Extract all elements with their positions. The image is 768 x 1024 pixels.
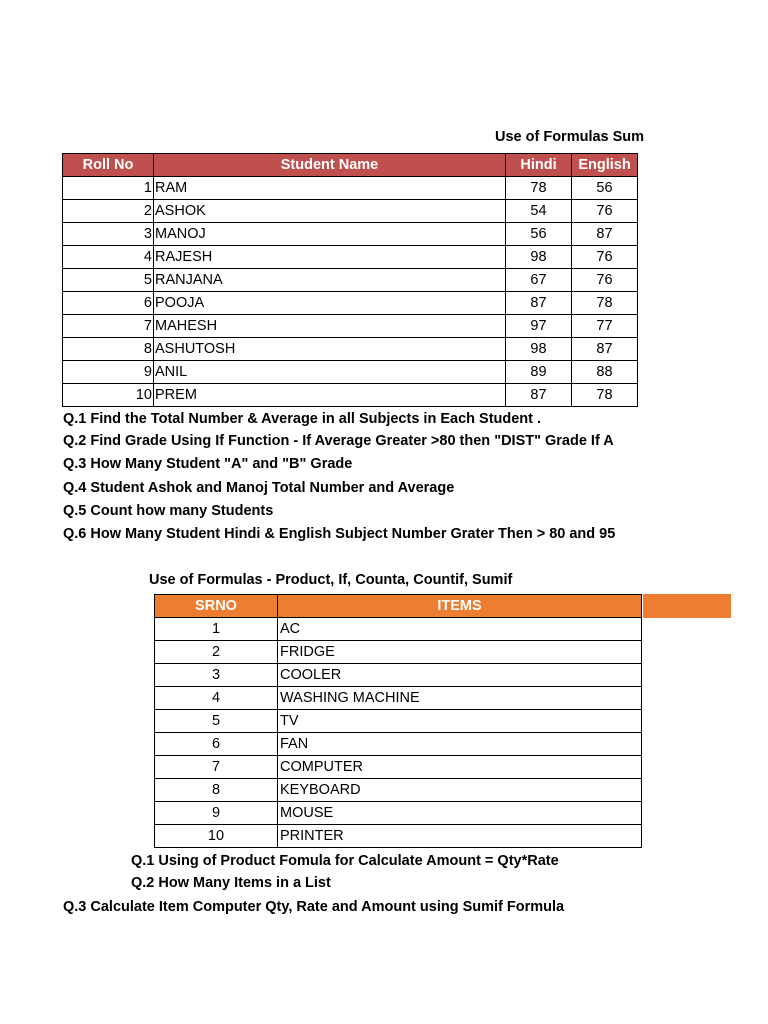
table-row: [155, 825, 642, 848]
hindi-cell: 56: [506, 223, 572, 246]
item-cell: PRINTER: [278, 825, 642, 848]
table-row: [155, 756, 642, 779]
table-row: [63, 315, 638, 338]
name-cell: PREM: [154, 384, 506, 407]
table-row: [63, 338, 638, 361]
item-question-2: Q.2 How Many Items in a List: [131, 875, 331, 891]
srno-cell: 2: [155, 641, 278, 664]
roll-cell: 3: [63, 223, 154, 246]
table-header-row: [63, 154, 638, 177]
table-row: [155, 641, 642, 664]
table-row: [63, 246, 638, 269]
srno-cell: 3: [155, 664, 278, 687]
srno-cell: 6: [155, 733, 278, 756]
roll-cell: 10: [63, 384, 154, 407]
header-hindi: Hindi: [506, 154, 572, 177]
question-3: Q.3 How Many Student "A" and "B" Grade: [63, 456, 353, 472]
roll-cell: 4: [63, 246, 154, 269]
question-1: Q.1 Find the Total Number & Average in all Subjects in Each Student .: [63, 411, 542, 427]
table-header-row: [155, 595, 642, 618]
srno-cell: 4: [155, 687, 278, 710]
hindi-cell: 78: [506, 177, 572, 200]
english-cell: 78: [572, 384, 638, 407]
english-cell: 87: [572, 223, 638, 246]
name-cell: RAJESH: [154, 246, 506, 269]
item-cell: FRIDGE: [278, 641, 642, 664]
header-items: ITEMS: [278, 595, 642, 618]
table-row: [155, 687, 642, 710]
header-srno: SRNO: [155, 595, 278, 618]
section2-title: Use of Formulas - Product, If, Counta, Countif, Sumif: [149, 572, 513, 588]
name-cell: ASHOK: [154, 200, 506, 223]
table-row: [155, 618, 642, 641]
question-2: Q.2 Find Grade Using If Function - If Average Greater >80 then "DIST" Grade If A: [63, 433, 614, 449]
english-cell: 78: [572, 292, 638, 315]
english-cell: 76: [572, 269, 638, 292]
header-fill-extension: [643, 594, 731, 618]
item-cell: COMPUTER: [278, 756, 642, 779]
item-cell: FAN: [278, 733, 642, 756]
english-cell: 87: [572, 338, 638, 361]
header-english: English: [572, 154, 638, 177]
roll-cell: 2: [63, 200, 154, 223]
question-6: Q.6 How Many Student Hindi & English Subject Number Grater Then > 80 and 95: [63, 526, 616, 542]
table-row: [155, 733, 642, 756]
student-marks-table: [62, 153, 638, 407]
header-roll-no: Roll No: [63, 154, 154, 177]
hindi-cell: 54: [506, 200, 572, 223]
item-cell: COOLER: [278, 664, 642, 687]
hindi-cell: 89: [506, 361, 572, 384]
name-cell: MANOJ: [154, 223, 506, 246]
english-cell: 76: [572, 200, 638, 223]
question-4: Q.4 Student Ashok and Manoj Total Number and Average: [63, 480, 455, 496]
name-cell: POOJA: [154, 292, 506, 315]
hindi-cell: 98: [506, 338, 572, 361]
srno-cell: 1: [155, 618, 278, 641]
hindi-cell: 98: [506, 246, 572, 269]
name-cell: RAM: [154, 177, 506, 200]
hindi-cell: 87: [506, 292, 572, 315]
item-cell: KEYBOARD: [278, 779, 642, 802]
items-table: [154, 594, 642, 848]
hindi-cell: 87: [506, 384, 572, 407]
item-question-1: Q.1 Using of Product Fomula for Calculate Amount = Qty*Rate: [131, 853, 559, 869]
table-row: [63, 292, 638, 315]
question-5: Q.5 Count how many Students: [63, 503, 274, 519]
item-question-3: Q.3 Calculate Item Computer Qty, Rate and Amount using Sumif Formula: [63, 899, 565, 915]
table-row: [155, 664, 642, 687]
english-cell: 88: [572, 361, 638, 384]
roll-cell: 1: [63, 177, 154, 200]
hindi-cell: 67: [506, 269, 572, 292]
roll-cell: 5: [63, 269, 154, 292]
table-row: [63, 223, 638, 246]
table-row: [63, 177, 638, 200]
table-row: [63, 269, 638, 292]
english-cell: 56: [572, 177, 638, 200]
item-cell: TV: [278, 710, 642, 733]
header-student-name: Student Name: [154, 154, 506, 177]
name-cell: ANIL: [154, 361, 506, 384]
srno-cell: 9: [155, 802, 278, 825]
roll-cell: 8: [63, 338, 154, 361]
english-cell: 76: [572, 246, 638, 269]
table-row: [63, 361, 638, 384]
name-cell: RANJANA: [154, 269, 506, 292]
item-cell: MOUSE: [278, 802, 642, 825]
srno-cell: 8: [155, 779, 278, 802]
table-row: [155, 779, 642, 802]
srno-cell: 7: [155, 756, 278, 779]
table-row: [63, 200, 638, 223]
srno-cell: 5: [155, 710, 278, 733]
srno-cell: 10: [155, 825, 278, 848]
item-cell: AC: [278, 618, 642, 641]
section1-title: Use of Formulas Sum: [495, 129, 645, 145]
roll-cell: 6: [63, 292, 154, 315]
hindi-cell: 97: [506, 315, 572, 338]
item-cell: WASHING MACHINE: [278, 687, 642, 710]
table-row: [63, 384, 638, 407]
name-cell: ASHUTOSH: [154, 338, 506, 361]
roll-cell: 9: [63, 361, 154, 384]
name-cell: MAHESH: [154, 315, 506, 338]
english-cell: 77: [572, 315, 638, 338]
table-row: [155, 710, 642, 733]
roll-cell: 7: [63, 315, 154, 338]
table-row: [155, 802, 642, 825]
